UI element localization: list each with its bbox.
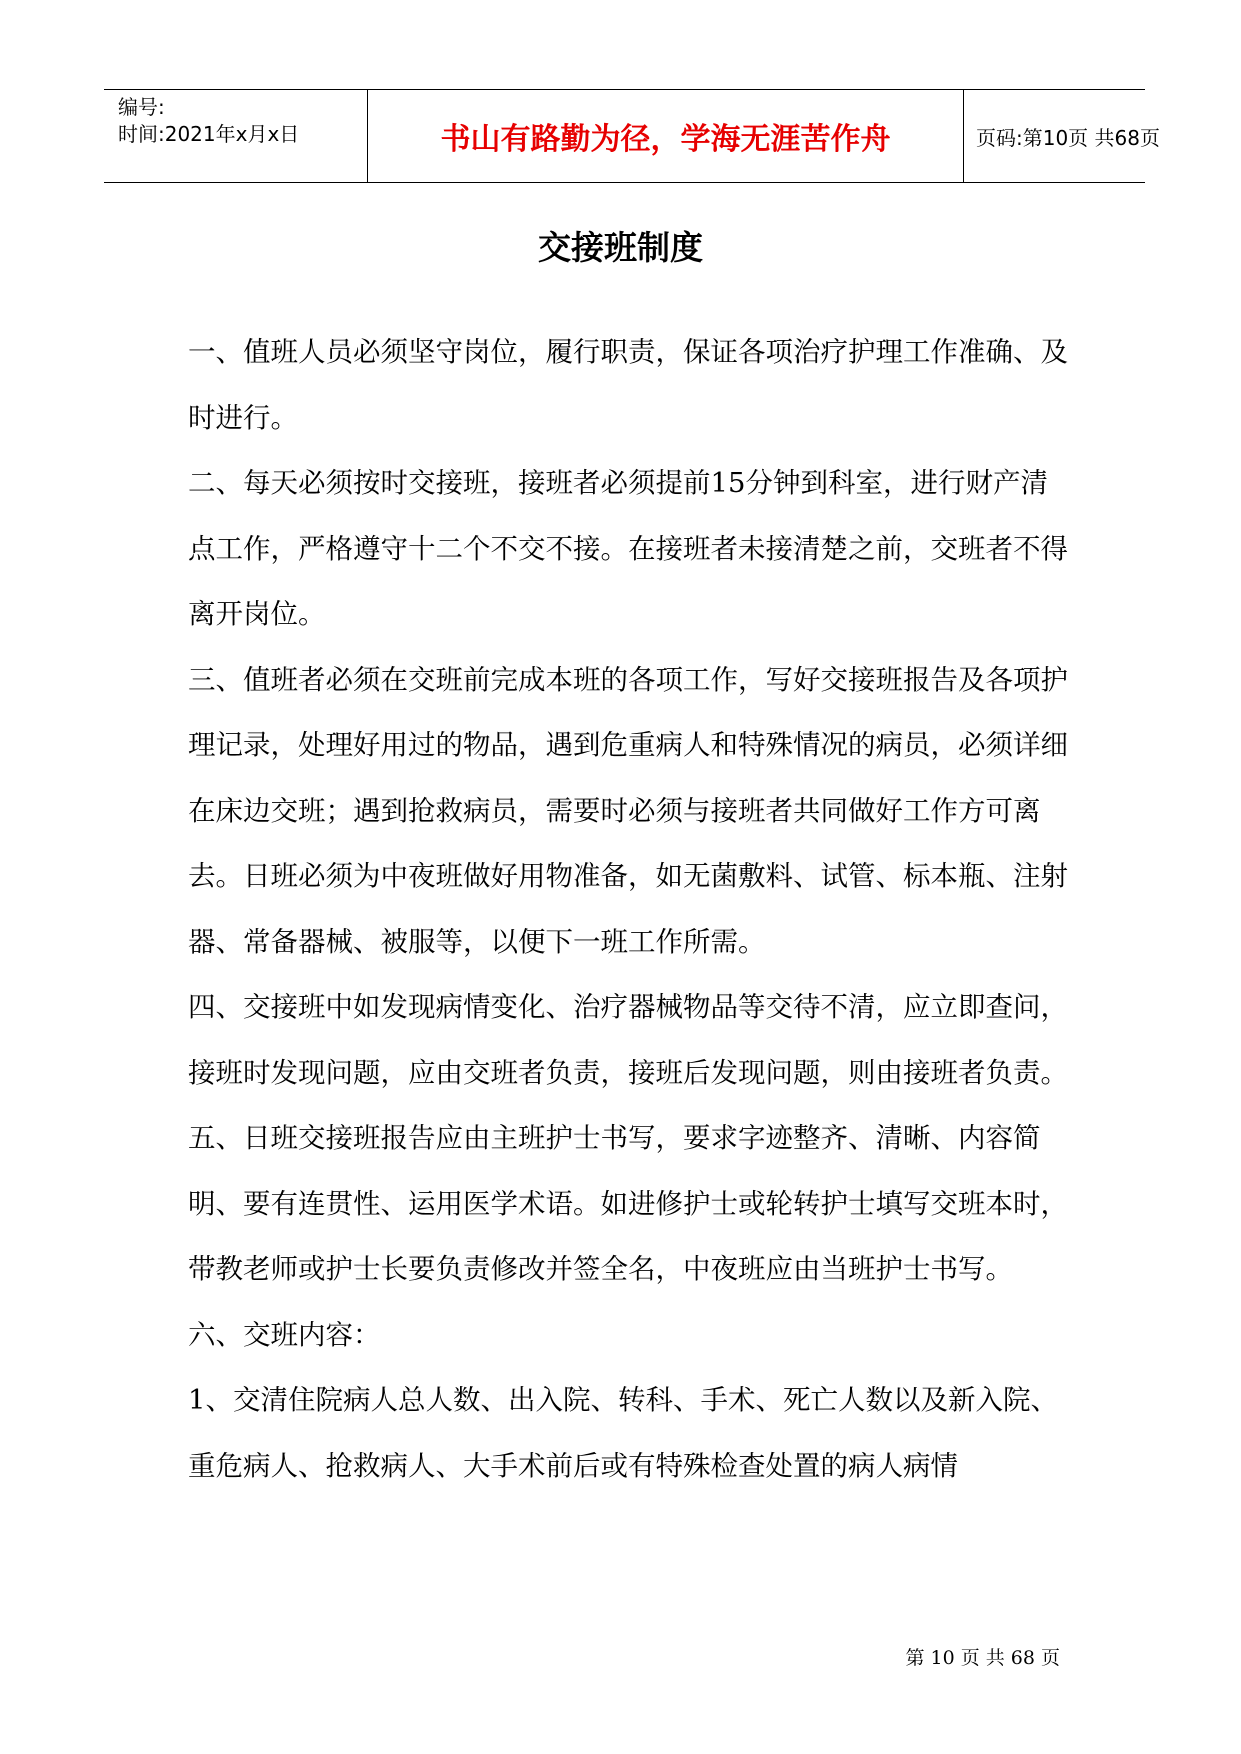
paragraph: 四、交接班中如发现病情变化、治疗器械物品等交待不清，应立即查问，接班时发现问题，应由交班者负责，接班后发现问题，则由接班者负责。 — [188, 991, 1068, 1089]
paragraph: 一、值班人员必须坚守岗位，履行职责，保证各项治疗护理工作准确、及时进行。 — [188, 336, 1068, 434]
paragraph: 二、每天必须按时交接班，接班者必须提前15分钟到科室，进行财产清点工作，严格遵守十二个不交不接。在接班者未接清楚之前，交班者不得离开岗位。 — [188, 467, 1068, 630]
paragraph: 五、日班交接班报告应由主班护士书写，要求字迹整齐、清晰、内容简明、要有连贯性、运用医学术语。如进修护士或轮转护士填写交班本时，带教老师或护士长要负责修改并签全名，中夜班应由当班护士书写。 — [188, 1122, 1068, 1285]
page-header — [104, 89, 1160, 183]
number-label: 编号: — [118, 95, 165, 119]
header-info-cell — [104, 90, 368, 182]
document-body — [188, 320, 1068, 1499]
paragraph: 六、交班内容： — [188, 1318, 381, 1351]
header-page-code: 页码:第10页 共68页 — [976, 125, 1160, 150]
time-label: 时间:2021年x月x日 — [118, 122, 300, 146]
document-title: 交接班制度 — [538, 228, 703, 267]
page-footer: 第 10 页 共 68 页 — [905, 1647, 1060, 1669]
header-motto: 书山有路勤为径，学海无涯苦作舟 — [368, 90, 964, 182]
paragraph: 三、值班者必须在交班前完成本班的各项工作，写好交接班报告及各项护理记录，处理好用过的物品，遇到危重病人和特殊情况的病员，必须详细在床边交班；遇到抢救病员，需要时必须与接班者共同做好工作方可离去。日班必须为中夜班做好用物准备，如无菌敷料、试管、标本瓶、注射器、常备器械、被服等，以便下一班工作所需。 — [188, 663, 1068, 958]
paragraph: 1、交清住院病人总人数、出入院、转科、手术、死亡人数以及新入院、重危病人、抢救病人、大手术前后或有特殊检查处置的病人病情 — [188, 1384, 1058, 1482]
